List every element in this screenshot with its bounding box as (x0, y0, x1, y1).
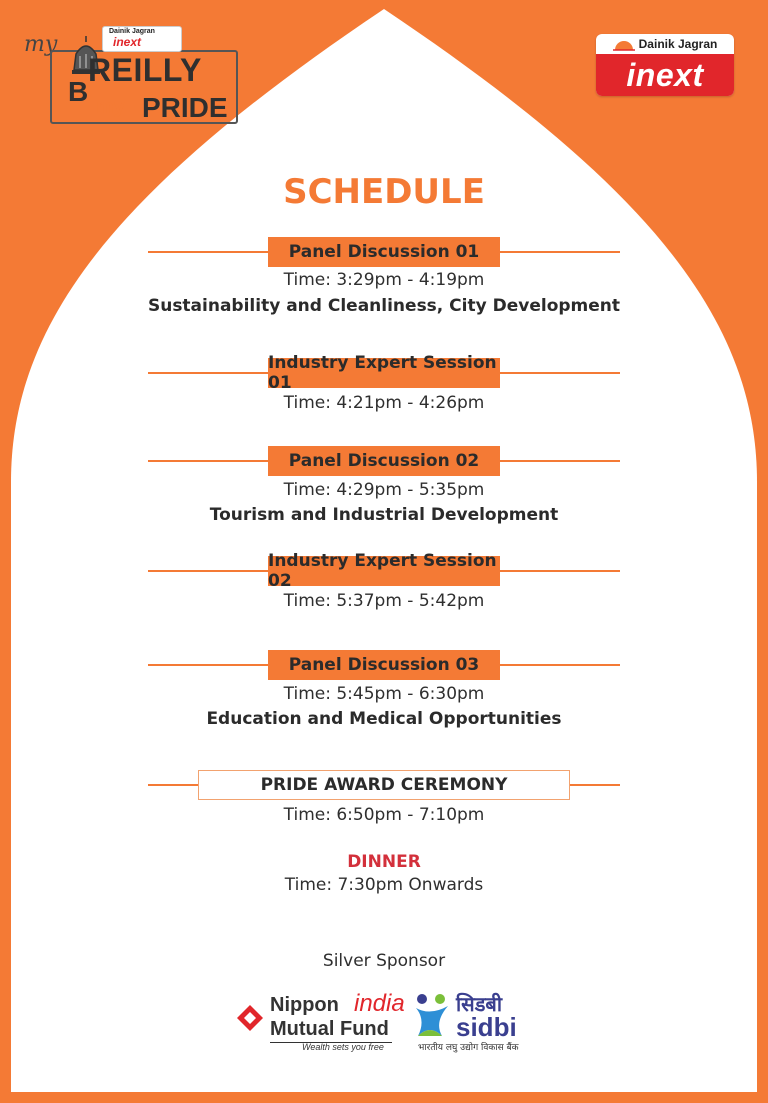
sidbi-figure-icon (412, 992, 452, 1038)
session-time: Time: 5:37pm - 5:42pm (283, 591, 485, 611)
session-label: Panel Discussion 03 (268, 650, 500, 680)
dinner-time: Time: 7:30pm Onwards (284, 875, 484, 895)
session-time: Time: 4:21pm - 4:26pm (283, 393, 485, 413)
sidbi-logo (412, 990, 542, 1056)
nippon-india-logo (236, 990, 405, 1056)
logo-inext-tag (102, 26, 182, 52)
dinner-label: DINNER (347, 852, 421, 872)
award-ceremony-label: PRIDE AWARD CEREMONY (198, 770, 570, 800)
session-time: Time: 6:50pm - 7:10pm (283, 805, 485, 825)
session-label: Panel Discussion 01 (268, 237, 500, 267)
session-topic: Sustainability and Cleanliness, City Development (147, 296, 621, 316)
session-time: Time: 4:29pm - 5:35pm (283, 480, 485, 500)
logo-right-name: inext (626, 56, 704, 93)
session-time: Time: 5:45pm - 6:30pm (283, 684, 485, 704)
nippon-text: Nippon (270, 994, 339, 1016)
nippon-india-text: india (354, 990, 405, 1017)
session-label: Industry Expert Session 02 (268, 556, 500, 586)
session-time: Time: 3:29pm - 4:19pm (283, 270, 485, 290)
session-topic: Education and Medical Opportunities (206, 709, 562, 729)
dainik-jagran-inext-logo (596, 34, 734, 96)
rising-sun-icon (613, 37, 635, 51)
session-topic: Tourism and Industrial Development (209, 505, 559, 525)
logo-tag-text: inext (113, 35, 142, 49)
logo-right-brand: Dainik Jagran (638, 37, 718, 51)
session-label: Panel Discussion 02 (268, 446, 500, 476)
logo-script-text: my (24, 32, 58, 57)
logo-word-reilly: REILLY (88, 52, 202, 88)
session-label: Industry Expert Session 01 (268, 358, 500, 388)
sponsor-label: Silver Sponsor (322, 951, 446, 971)
sidbi-hindi-name: सिडबी (456, 992, 502, 1016)
bareilly-my-pride-logo (24, 26, 228, 123)
sidbi-tagline: भारतीय लघु उद्योग विकास बैंक (418, 1043, 519, 1053)
sidbi-name: sidbi (456, 1012, 517, 1042)
logo-word-my: my (96, 96, 125, 118)
page-title: SCHEDULE (283, 172, 485, 212)
nippon-tagline: Wealth sets you free (302, 1042, 384, 1052)
logo-word-pride: PRIDE (142, 92, 228, 123)
logo-tag-brand: Dainik Jagran (109, 28, 155, 35)
logo-letter-b: B (68, 76, 89, 107)
nippon-diamond-icon (236, 1004, 264, 1032)
mutual-fund-text: Mutual Fund (270, 1018, 389, 1040)
